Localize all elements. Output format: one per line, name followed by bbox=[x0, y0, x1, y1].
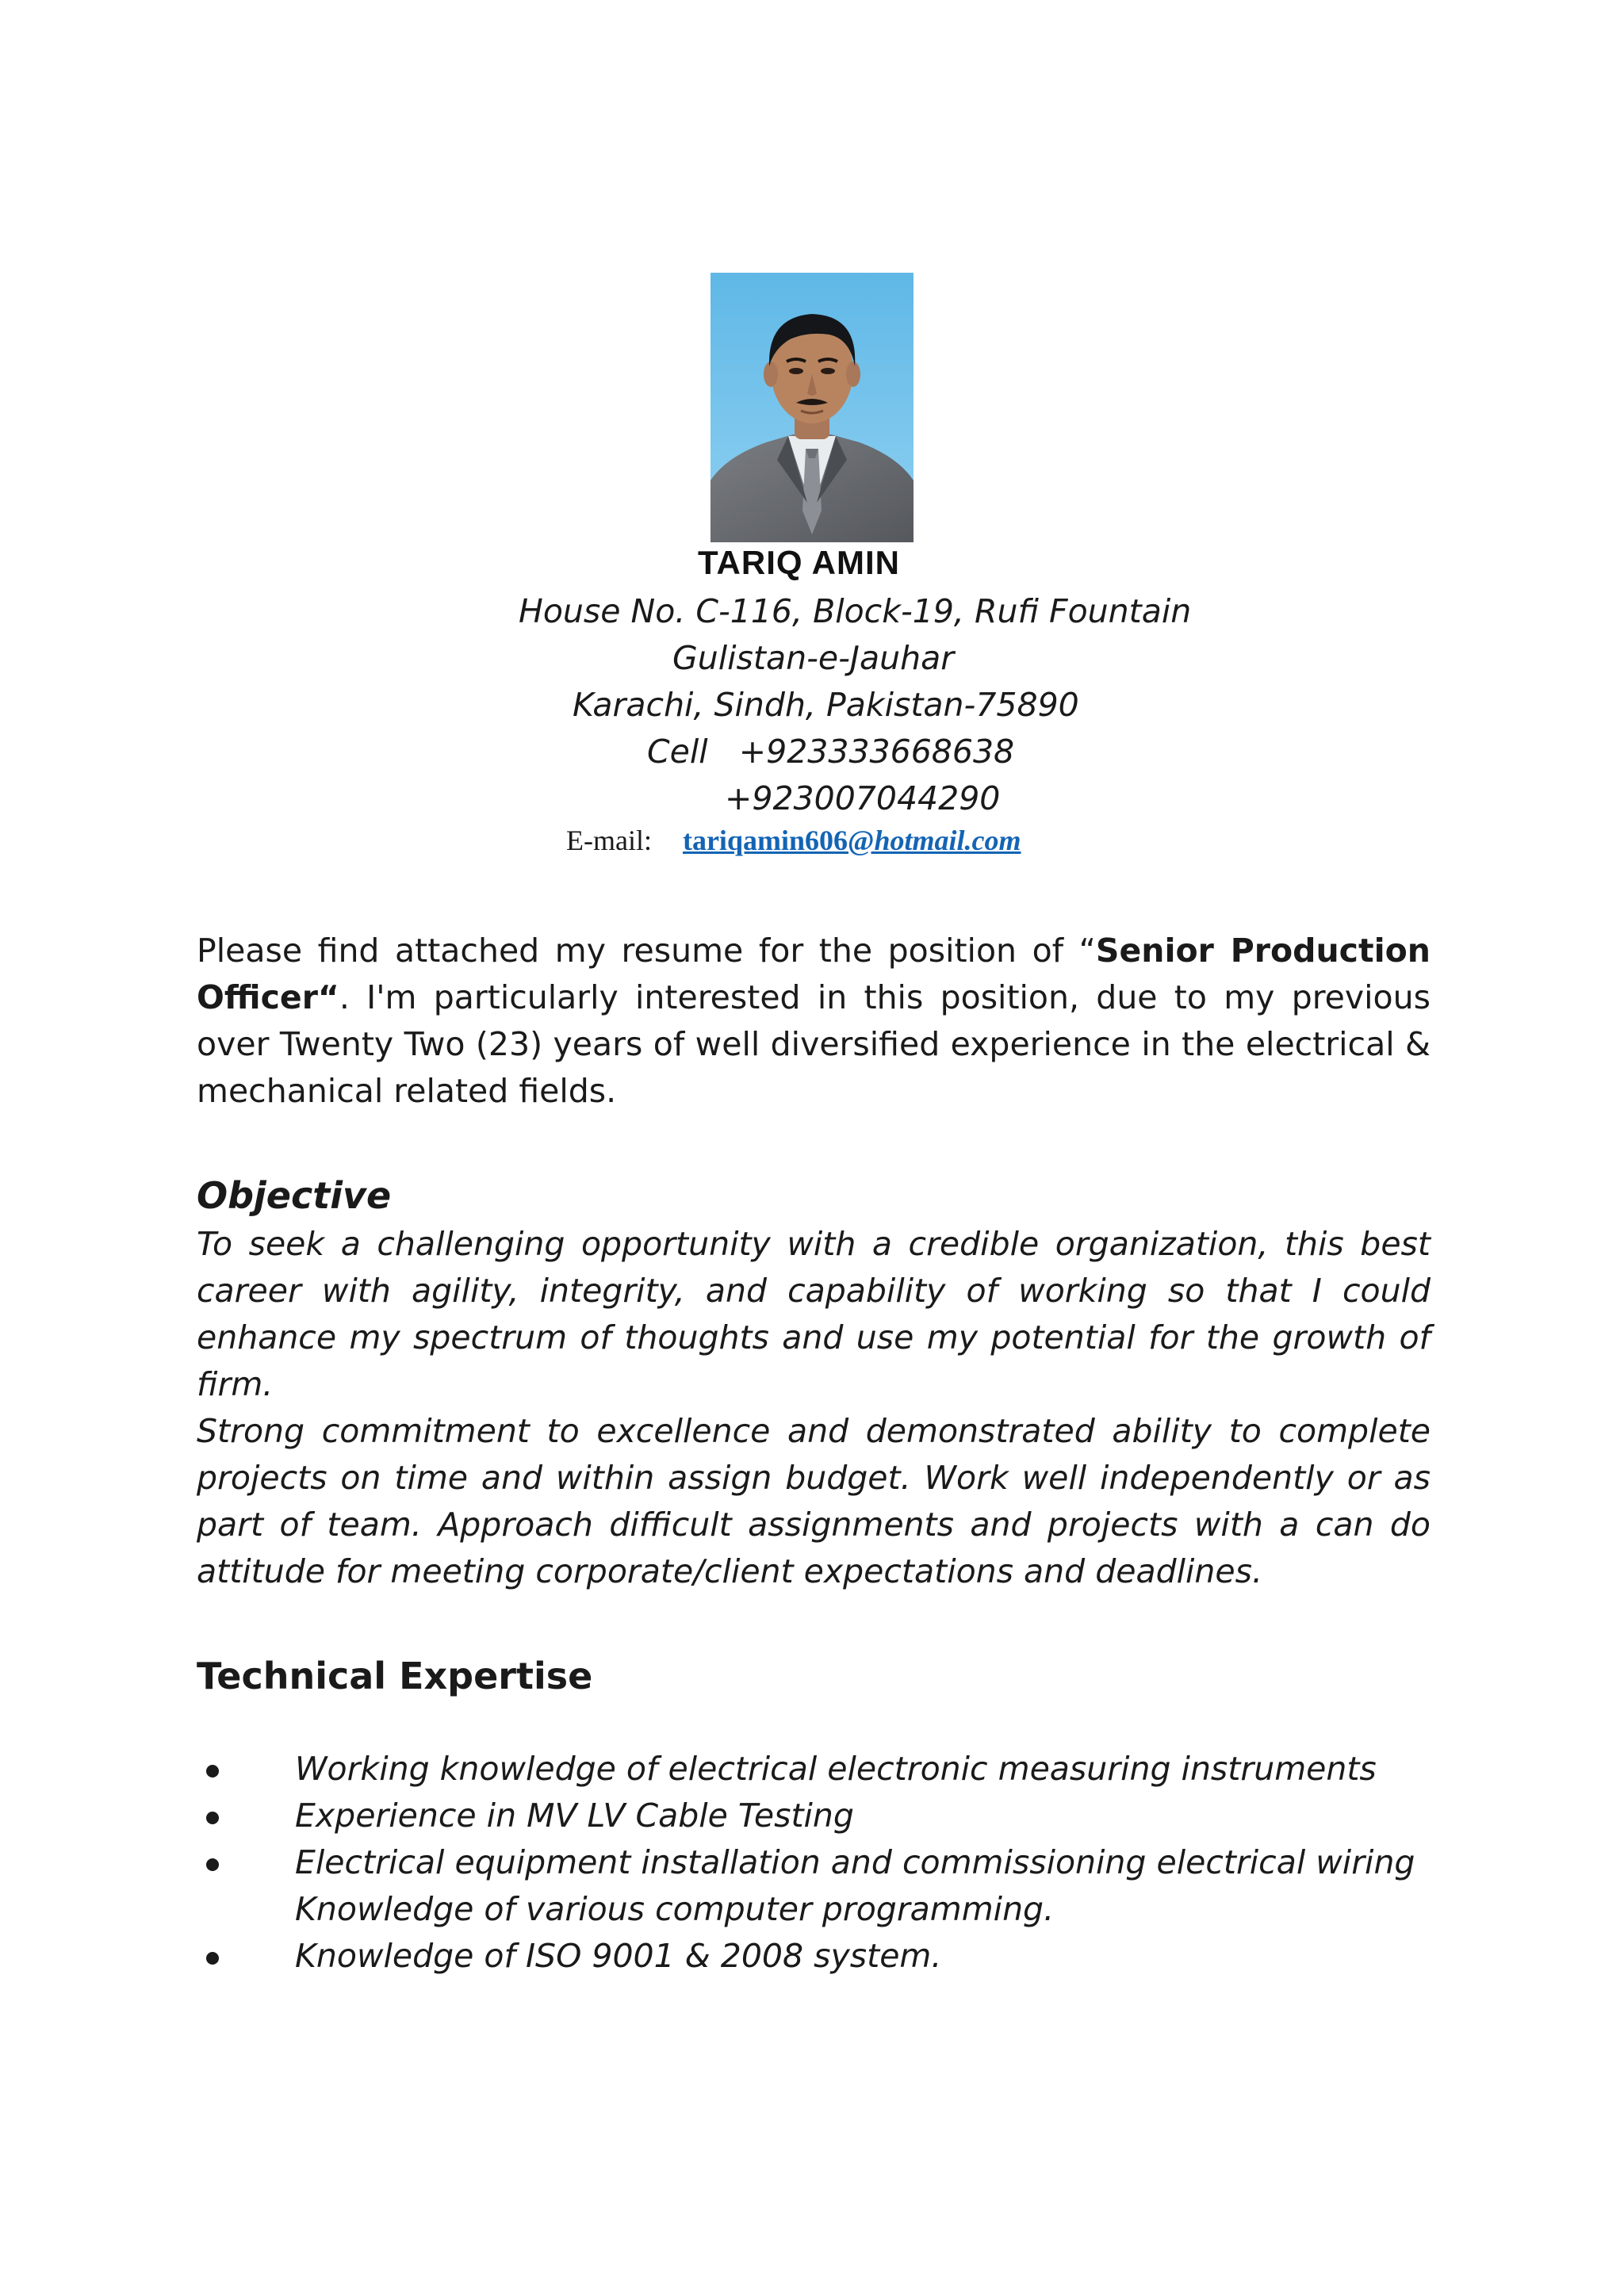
technical-expertise-heading: Technical Expertise bbox=[197, 1655, 593, 1697]
technical-expertise-list bbox=[197, 1746, 1431, 1980]
list-item-text: Working knowledge of electrical electronic measuring instruments bbox=[295, 1750, 1377, 1788]
list-item-text: Knowledge of various computer programming. bbox=[295, 1890, 1055, 1928]
email-row bbox=[566, 820, 1021, 861]
list-item bbox=[197, 1933, 1431, 1980]
objective-heading: Objective bbox=[197, 1174, 392, 1217]
email-user: tariqamin606@ bbox=[682, 825, 875, 856]
intro-text-after: . I'm particularly interested in this position, due to my previous over Twenty Two (23) years of well diversified experience in the electrical & mechanical related fields. bbox=[197, 978, 1431, 1110]
list-item bbox=[197, 1793, 1431, 1839]
email-label: E-mail: bbox=[566, 825, 652, 856]
cell-label: Cell bbox=[647, 733, 708, 771]
list-item bbox=[197, 1839, 1431, 1933]
email-link[interactable] bbox=[683, 825, 1021, 856]
intro-text-before: Please find attached my resume for the position of “ bbox=[197, 932, 1096, 970]
list-item-text: Knowledge of ISO 9001 & 2008 system. bbox=[295, 1937, 942, 1975]
address-line-2: Gulistan-e-Jauhar bbox=[672, 639, 955, 677]
bullet-icon bbox=[206, 1765, 219, 1777]
intro-position: Senior Production Officer“ bbox=[197, 932, 1431, 1016]
bullet-icon bbox=[206, 1952, 219, 1965]
objective-paragraph-1: To seek a challenging opportunity with a credible organization, this best career with agility, integrity, and capability of working so that I could enhance my spectrum of thoughts and use my potential for the growth of firm. bbox=[197, 1225, 1431, 1403]
list-item-text: Experience in MV LV Cable Testing bbox=[295, 1797, 854, 1835]
intro-paragraph bbox=[197, 928, 1431, 1115]
bullet-icon bbox=[206, 1858, 219, 1871]
resume-body bbox=[197, 928, 1431, 1980]
bullet-icon bbox=[206, 1812, 219, 1824]
cell-row bbox=[647, 729, 1014, 775]
address-line-3: Karachi, Sindh, Pakistan-75890 bbox=[573, 686, 1079, 724]
address-line-1: House No. C-116, Block-19, Rufi Fountain bbox=[519, 592, 1192, 630]
list-item bbox=[197, 1746, 1431, 1793]
cell-number-2: +923007044290 bbox=[725, 779, 1001, 817]
cell-number-1: +923333668638 bbox=[738, 733, 1015, 771]
objective-paragraph-2: Strong commitment to excellence and demonstrated ability to complete projects on time and within assign budget. Work well independently or as part of team. Approach difficult assignments and projects with a can do attitude for meeting corporate/client expectations and deadlines. bbox=[197, 1412, 1431, 1590]
profile-photo bbox=[710, 273, 914, 542]
email-domain: hotmail.com bbox=[874, 825, 1021, 856]
candidate-name: TARIQ AMIN bbox=[698, 544, 900, 581]
list-item-text: Electrical equipment installation and commissioning electrical wiring bbox=[295, 1843, 1415, 1881]
